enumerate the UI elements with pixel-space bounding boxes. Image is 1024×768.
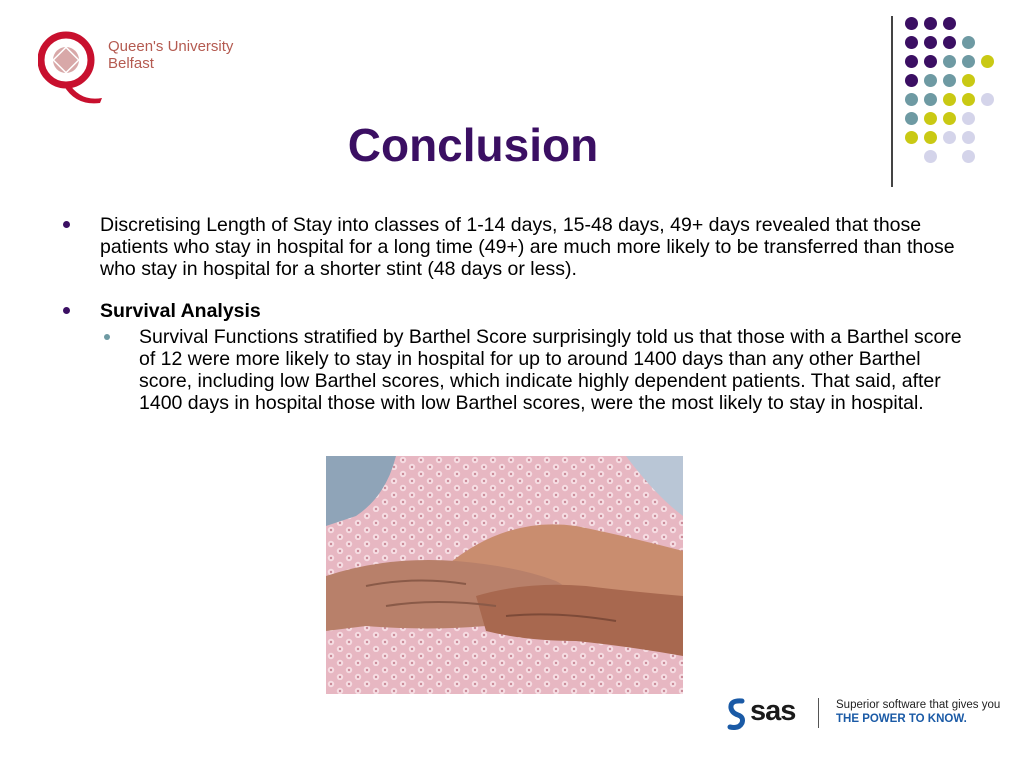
sas-logo: [726, 696, 1016, 732]
decorative-dot: [905, 74, 918, 87]
decorative-dot: [943, 17, 956, 30]
decorative-dot: [962, 55, 975, 68]
decorative-dot: [905, 36, 918, 49]
sub-bullet-survival-text: Survival Functions stratified by Barthel Score surprisingly told us that those with a Barthel score of 12 were more likely to stay in hospital for up to around 1400 days than any other Barthel score, including low Barthel scores, which indicate highly dependent patients. That said, after 1400 days in hospital those with low Barthel scores, were the most likely to stay in hospital.: [139, 326, 962, 414]
bullet-marker: [63, 221, 70, 228]
sas-divider: [818, 698, 819, 728]
slide-title: Conclusion: [347, 119, 599, 171]
logo-line-2: Belfast: [108, 55, 154, 72]
decorative-dot: [962, 36, 975, 49]
decorative-dot: [962, 74, 975, 87]
bullet-survival-analysis: [60, 300, 970, 322]
sub-bullet-survival-functions: [60, 326, 970, 414]
decorative-dot: [943, 36, 956, 49]
queens-q-emblem-icon: [38, 28, 104, 106]
decorative-dot: [943, 55, 956, 68]
sub-bullet-marker: [104, 334, 110, 340]
hands-photo: [326, 456, 683, 694]
bullet-discretising-text: Discretising Length of Stay into classes of 1-14 days, 15-48 days, 49+ days revealed that those patients who stay in hospital for a long time (49+) are much more likely to be transferred than those who stay in hospital for a shorter stint (48 days or less).: [100, 214, 955, 280]
decorative-dot: [943, 74, 956, 87]
decorative-dot: [981, 55, 994, 68]
bullet-discretising: [60, 214, 970, 280]
sas-swirl-icon: [726, 698, 748, 730]
logo-line-1: Queen's University: [108, 38, 234, 55]
decorative-dot: [924, 74, 937, 87]
sas-tagline-2: THE POWER TO KNOW.: [836, 713, 967, 725]
decorative-dot: [981, 93, 994, 106]
decorative-dot: [962, 112, 975, 125]
sas-wordmark: sas: [750, 695, 796, 727]
queens-university-logo: [38, 28, 238, 108]
decorative-dot: [924, 93, 937, 106]
decorative-dot: [924, 36, 937, 49]
decorative-dot: [962, 131, 975, 144]
decorative-dot: [905, 55, 918, 68]
decorative-dot: [943, 93, 956, 106]
decorative-dot: [924, 17, 937, 30]
decorative-dot: [924, 55, 937, 68]
decorative-dot: [905, 93, 918, 106]
bullet-marker: [63, 307, 70, 314]
decorative-dot: [905, 17, 918, 30]
decorative-dot: [962, 150, 975, 163]
holding-hands-image: [326, 456, 683, 694]
sas-tagline-1: Superior software that gives you: [836, 699, 1001, 711]
slide-content: [60, 214, 970, 414]
bullet-survival-heading: Survival Analysis: [100, 300, 261, 322]
decorative-dot: [962, 93, 975, 106]
